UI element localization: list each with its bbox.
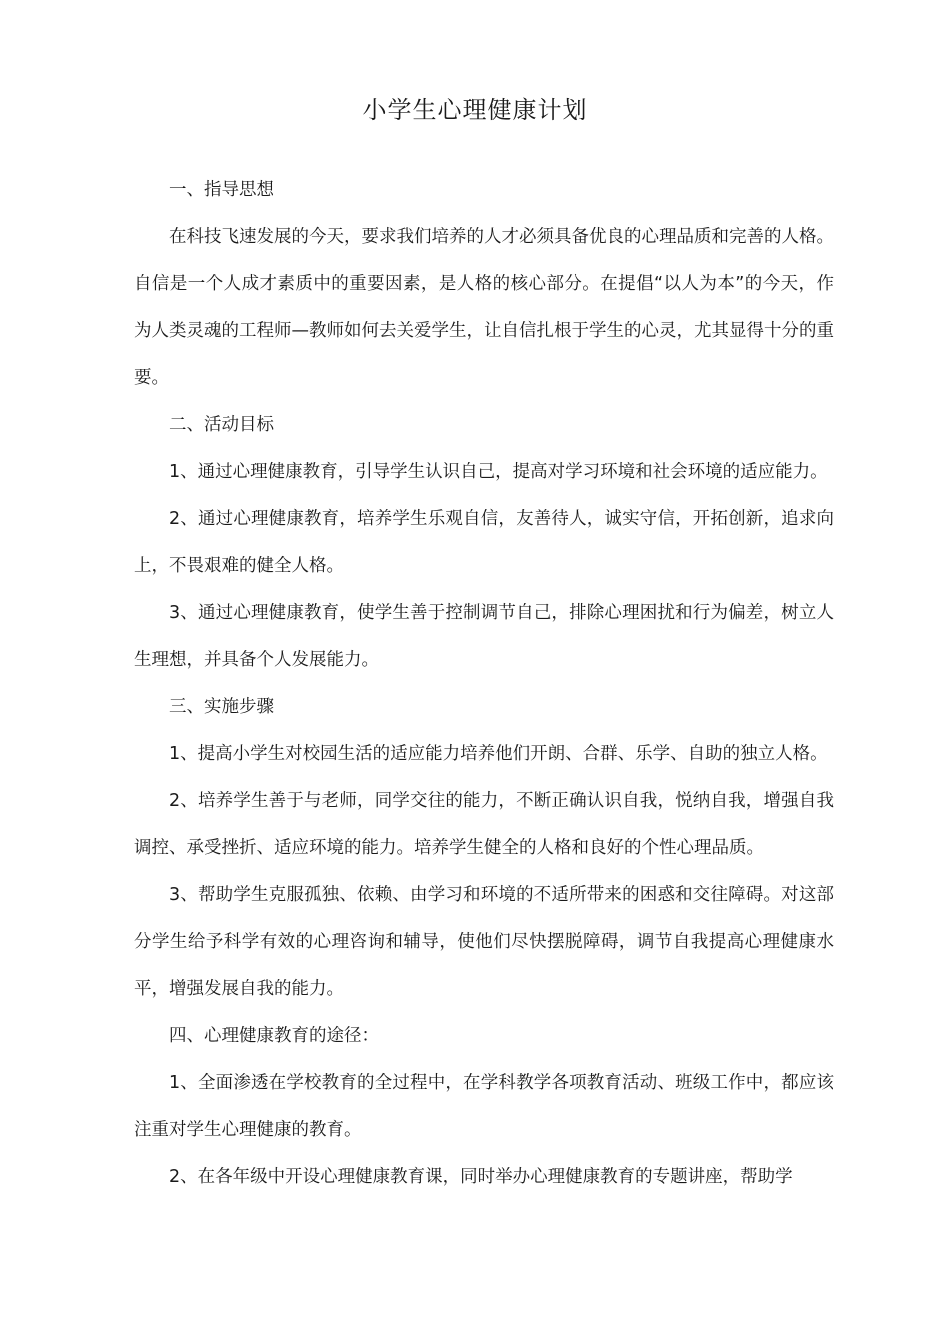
paragraph-approach-2: 2、在各年级中开设心理健康教育课，同时举办心理健康教育的专题讲座，帮助学 (169, 1167, 793, 1187)
section-heading-guiding-ideology: 一、指导思想 (169, 180, 274, 200)
paragraph-step-3: 3、帮助学生克服孤独、依赖、由学习和环境的不适所带来的困惑和交往障碍。对这部分学生给予科学有效的心理咨询和辅导，使他们尽快摆脱障碍，调节自我提高心理健康水平，增强发展自我的能力。 (134, 885, 834, 999)
document-title: 小学生心理健康计划 (362, 96, 588, 124)
section-heading-implementation-steps: 三、实施步骤 (169, 697, 274, 717)
paragraph-step-1: 1、提高小学生对校园生活的适应能力培养他们开朗、合群、乐学、自助的独立人格。 (169, 744, 828, 764)
paragraph-guiding-ideology: 在科技飞速发展的今天，要求我们培养的人才必须具备优良的心理品质和完善的人格。自信是一个人成才素质中的重要因素，是人格的核心部分。在提倡“以人为本”的今天，作为人类灵魂的工程师—教师如何去关爱学生，让自信扎根于学生的心灵，尤其显得十分的重要。 (134, 227, 834, 388)
paragraph-goal-2: 2、通过心理健康教育，培养学生乐观自信，友善待人，诚实守信，开拓创新，追求向上，不畏艰难的健全人格。 (134, 509, 834, 576)
document-body (134, 167, 834, 1201)
paragraph-goal-3: 3、通过心理健康教育，使学生善于控制调节自己，排除心理困扰和行为偏差，树立人生理想，并具备个人发展能力。 (134, 603, 834, 670)
section-heading-approaches: 四、心理健康教育的途径： (169, 1026, 379, 1046)
paragraph-approach-1: 1、全面渗透在学校教育的全过程中，在学科教学各项教育活动、班级工作中，都应该注重对学生心理健康的教育。 (134, 1073, 834, 1140)
paragraph-step-2: 2、培养学生善于与老师，同学交往的能力，不断正确认识自我，悦纳自我，增强自我调控、承受挫折、适应环境的能力。培养学生健全的人格和良好的个性心理品质。 (134, 791, 834, 858)
paragraph-goal-1: 1、通过心理健康教育，引导学生认识自己，提高对学习环境和社会环境的适应能力。 (169, 462, 828, 482)
section-heading-activity-goals: 二、活动目标 (169, 415, 274, 435)
